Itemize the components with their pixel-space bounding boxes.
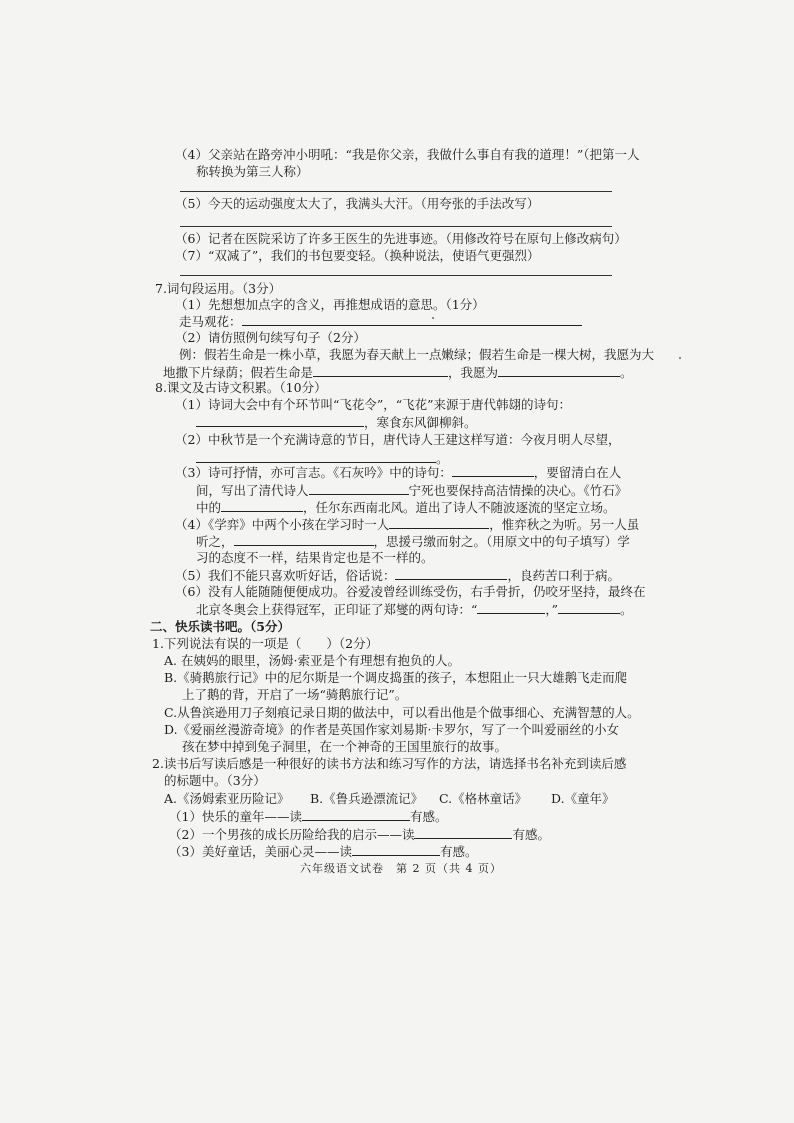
s8-i6-line2 xyxy=(196,601,633,618)
s8-i6-a: 北京冬奥会上获得冠军，正印证了郑燮的两句诗：“ xyxy=(196,602,478,617)
option-b-line2: 上了鹅的背，开启了一场“骑鹅旅行记”。 xyxy=(182,687,408,702)
scan-speck xyxy=(679,357,681,359)
title-3-a: （3）美好童话，美丽心灵——读 xyxy=(169,844,352,859)
s7-example2-row xyxy=(163,364,633,381)
q7-text: （7）“双减了”，我们的书包要变轻。（换种说法，使语气更强烈） xyxy=(175,248,540,263)
blank-xueyi1[interactable] xyxy=(389,516,489,529)
s7-example1: 例：假若生命是一株小草，我愿为春天献上一点嫩绿；假若生命是一棵大树，我愿为大 xyxy=(179,347,655,362)
title-1-a: （1）快乐的童年——读 xyxy=(169,809,302,824)
q4-line2: 称转换为第三人称） xyxy=(196,164,309,179)
blank-zhushi[interactable] xyxy=(221,499,303,512)
title-1-b: 有感。 xyxy=(409,809,448,824)
title-2-a: （2）一个男孩的成长历险给我的启示——读 xyxy=(169,827,415,842)
s7-idiom-row xyxy=(179,313,582,330)
s8-i3-d: 宁死也要保持高洁情操的决心。《竹石》 xyxy=(408,483,628,498)
option-c: C.从鲁滨逊用刀子刻痕记录日期的做法中，可以看出他是个做事细心、充满智慧的人。 xyxy=(164,705,640,720)
blank-title-3[interactable] xyxy=(352,843,440,856)
page-footer: 六年级语文试卷 第 2 页（共 4 页） xyxy=(300,862,502,875)
blank-idiom[interactable] xyxy=(242,313,582,326)
s8-i1-line1: （1）诗词大会中有个环节叫“飞花令”，“飞花”来源于唐代韩翃的诗句： xyxy=(175,397,572,412)
s8-i3-line3 xyxy=(196,499,616,516)
choice-b: B.《鲁兵逊漂流记》 xyxy=(310,791,424,806)
s8-i4-line3: 习的态度不一样，结果肯定也是不一样的。 xyxy=(196,550,434,565)
option-b-line1: B.《骑鹅旅行记》中的尼尔斯是一个调皮捣蛋的孩子，本想阻止一只大雄鹅飞走而爬 xyxy=(164,670,628,685)
q6-text: （6）记者在医院采访了许多王医生的先进事迹。（用修改符号在原句上修改病句） xyxy=(175,231,627,246)
blank-shihuiyin[interactable] xyxy=(452,464,534,477)
scan-speck xyxy=(432,317,434,319)
option-d-line1: D.《爱丽丝漫游奇境》的作者是英国作家刘易斯·卡罗尔，写了一个叫爱丽丝的小女 xyxy=(164,722,620,737)
blank-feihua[interactable] xyxy=(196,414,364,427)
s7-sub2: （2）请仿照例句续写句子（2分） xyxy=(175,330,366,345)
option-a: A. 在姨妈的眼里，汤姆·索亚是个有理想有抱负的人。 xyxy=(164,653,460,668)
s8-i6-c: 。 xyxy=(620,602,633,617)
title-2 xyxy=(169,826,550,843)
s7-title: 7.词句段运用。（3分） xyxy=(155,281,282,296)
s8-i3-a: （3）诗可抒情，亦可言志。《石灰吟》中的诗句： xyxy=(175,465,452,480)
blank-life[interactable] xyxy=(313,364,448,377)
s8-i5 xyxy=(175,567,620,584)
s8-i2-line1: （2）中秋节是一个充满诗意的节日，唐代诗人王建这样写道：今夜月明人尽望， xyxy=(175,432,621,447)
s8-i2-tail: 。 xyxy=(436,451,449,466)
choice-d: D.《童年》 xyxy=(551,791,615,806)
s8-i3-e: 中的 xyxy=(196,500,222,515)
blank-zhengxie2[interactable] xyxy=(558,601,620,614)
s8-i4-d: ，思援弓缴而射之。（用原文中的句子填写）学 xyxy=(373,534,630,549)
title-3 xyxy=(169,843,477,860)
title-3-b: 有感。 xyxy=(439,844,478,859)
s7-sub1: （1）先想想加点字的含义，再推想成语的意思。（1分） xyxy=(175,297,485,312)
s8-i1-tail: ，寒食东风御柳斜。 xyxy=(364,415,477,430)
s8-i3-line2 xyxy=(196,482,627,499)
blank-xueyi2[interactable] xyxy=(234,533,374,546)
title-2-b: 有感。 xyxy=(512,827,550,842)
s8-i6-b: ，” xyxy=(545,602,559,617)
part2-q2-line1: 2.读书后写读后感是一种很好的读书方法和练习写作的方法，请选择书名补充到读后感 xyxy=(152,756,627,771)
s7-example2-c: 。 xyxy=(620,365,633,380)
s8-i3-b: ，要留清白在人 xyxy=(533,465,622,480)
s8-i5-a: （5）我们不能只喜欢听好话，俗话说： xyxy=(175,568,396,583)
s8-i6-line1: （6）没有人能随随便便成功。谷爱凌曾经训练受伤，右手骨折，仍咬牙坚持，最终在 xyxy=(175,584,646,599)
choice-a: A.《汤姆索亚历险记》 xyxy=(164,791,290,806)
s8-i3-f: ，任尔东西南北风。道出了诗人不随波逐流的坚定立场。 xyxy=(303,500,616,515)
answer-line-q4[interactable] xyxy=(180,191,612,192)
blank-proverb[interactable] xyxy=(395,567,507,580)
part2-q2-line2: 的标题中。（3分） xyxy=(164,773,266,788)
answer-line-q5[interactable] xyxy=(180,226,612,227)
answer-line-q7[interactable] xyxy=(180,275,612,276)
blank-zhengxie1[interactable] xyxy=(477,601,545,614)
s8-i4-line1 xyxy=(175,516,639,533)
s8-i4-b: ，惟弈秋之为听。另一人虽 xyxy=(489,517,640,532)
s8-i3-c: 间，写出了清代诗人 xyxy=(196,483,309,498)
s8-i3-line1 xyxy=(175,464,621,481)
s7-example2-a: 地撒下片绿荫；假若生命是 xyxy=(163,365,314,380)
blank-moon[interactable] xyxy=(196,450,436,463)
choice-c: C.《格林童话》 xyxy=(439,791,528,806)
blank-wish[interactable] xyxy=(498,364,620,377)
blank-title-2[interactable] xyxy=(414,826,512,839)
part2-title: 二、快乐读书吧。（5分） xyxy=(150,619,290,634)
s8-i4-a: （4）《学弈》中两个小孩在学习时一人 xyxy=(175,517,390,532)
s8-i4-c: 听之， xyxy=(196,534,234,549)
s8-i4-line2 xyxy=(196,533,630,550)
s8-i5-b: ，良药苦口利于病。 xyxy=(507,568,620,583)
s8-title: 8.课文及古诗文积累。（10分） xyxy=(155,380,327,395)
s7-example2-b: ，我愿为 xyxy=(448,365,499,380)
q5-text: （5）今天的运动强度太大了，我满头大汗。（用夸张的手法改写） xyxy=(175,196,540,211)
q4-line1: （4）父亲站在路旁冲小明吼：“我是你父亲，我做什么事自有我的道理！”（把第一人 xyxy=(175,147,640,162)
s7-idiom-label: 走马观花： xyxy=(179,314,242,329)
option-d-line2: 孩在梦中掉到兔子洞里，在一个神奇的王国里旅行的故事。 xyxy=(182,739,508,754)
blank-title-1[interactable] xyxy=(302,808,410,821)
s8-i1-line2 xyxy=(196,414,477,431)
title-1 xyxy=(169,808,447,825)
part2-q1: 1.下列说法有误的一项是（ ）（2分） xyxy=(152,636,379,651)
blank-poet[interactable] xyxy=(309,482,409,495)
